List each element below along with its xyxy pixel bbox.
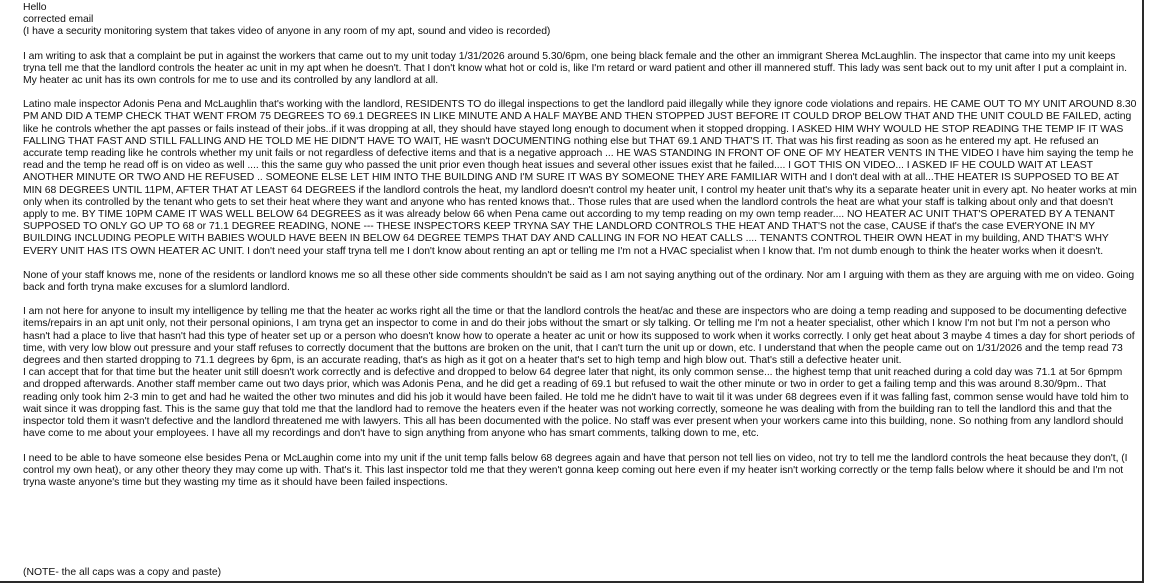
paragraph-complaint: I am writing to ask that a complaint be put in against the workers that came out to my unit today 1/31/2026 around 5.30/6pm, one being black female and the other an immigrant Sherea McLaughlin. The inspector that came into my unit keeps tryna tell me that the landlord controls the heater ac unit in my apt when he doesn't. That I don't know what hot or cold is, like I'm retard or ward patient and other ill mannered stuff. This lady was sent back out to my unit after I put a complaint in. My heater ac unit has its own controls for me to use and its controlled by any landlord at all. (23, 50, 1127, 87)
paragraph-request: I need to be able to have someone else besides Pena or McLaughin come into my unit if the unit temp falls below 68 degrees again and have that person not tell lies on video, not try to tell me the landlord controls the heat because they don't, (I control my own heat), or any other theory they may come up with. That's it. This last inspector told me that they weren't gonna keep coming out here even if my heater isn't working correctly or the temp falls below where it should be and I'm not tryna waste anyone's time but they wasting my time as it should have been failed inspections. (23, 452, 1128, 488)
greeting: Hello (23, 2, 47, 13)
paragraph-intelligence: I am not here for anyone to insult my intelligence by telling me that the heater ac works right all the time or that the landlord controls the heat/ac and these are inspectors who are doing a temp reading and supposed to be documenting defective items/repairs in an apt unit only, not their personal opinions, I am tryna get an inspector to come in and do their jobs without the smart or sly talking. Or telling me I'm not a heater specialist, other which I know I'm not but I'm not a person who hasn't had a place to live that hasn't had this type of heater set up or a person who doesn't know how to operate a heater ac unit or how its supposed to work when it works correctly. I only get heat about 3 maybe 4 times a day for short periods of time, with very low blow out pressure and your staff refuses to correctly document that the buttons are broken on the unit, that I can't turn the unit up or down, etc. I understand that when the people came out on 1/31/2026 and the temp read 73 degrees and then started dropping to 71.1 degrees by 6pm, is an accurate reading, that's as high as it got on a heater that's set to high temp and high blow out. That's still a defective heater unit. (23, 306, 1135, 367)
security-note: (I have a security monitoring system that takes video of anyone in any room of my apt, sound and video is recorded) (23, 26, 551, 38)
paragraph-accept: I can accept that for that time but the heater unit still doesn't work correctly and is defective and dropped to below 64 degree later that night, its only common sense... the highest temp that unit reached during a cold day was 71.1 at 5or 6pmpm and dropped afterwards. Another staff member came out two days prior, which was Adonis Pena, and he did get a reading of 69.1 but refused to wait the other minute or two in order to get a failing temp and this was around 8.30/9pm.. That reading only took him 2-3 min to get and had he waited the other two minutes and did his job it would have been failed. He told me he didn't have to wait til it was under 68 degrees even if it was falling fast, common sense would have told him to wait since it was dropping fast. This is the same guy that told me that the landlord had to remove the heaters even if the heater was not working correctly, someone he was dealing with from the building ran to tell the landlord this and that the inspector told them it wasn't defective and the landlord threatened me with lawyers. This all has been documented with the police. No staff was ever present when your workers came into this building, none. So nothing from any landlord should have come to me about your employees. I have all my recordings and don't have to sign anything from anyone who has smart comments, talking down to me, etc. (23, 367, 1129, 440)
paragraph-staff-comments: None of your staff knows me, none of the residents or landlord knows me so all these other side comments shouldn't be said as I am not saying anything out of the ordinary. Nor am I arguing with them as they are arguing with me on video. Going back and forth tryna make excuses for a slumlord landlord. (23, 269, 1135, 294)
paragraph-inspector-pena: Latino male inspector Adonis Pena and McLaughlin that's working with the landlord, RESIDENTS TO do illegal inspections to get the landlord paid illegally while they ignore code violations and repairs. HE CAME OUT TO MY UNIT AROUND 8.30 PM AND DID A TEMP CHECK THAT WENT FROM 75 DEGREES TO 69.1 DEGREES IN LIKE MINUTE AND A HALF MAYBE AND THEN STOPPED JUST BEFORE IT COULD DROP BELOW THAT AND THE UNIT COULD BE FAILED, acting like he controls whether the apt passes or fails instead of their jobs..if it was dropping at all, they should have stayed long enough to document when it stopped dropping. I ASKED HIM WHY WOULD HE STOP READING THE TEMP IF IT WAS FALLING THAT FAST AND STILL FALLING AND HE TOLD ME HE DIDN'T HAVE TO WAIT, HE wasn't DOCUMENTING nothing else but THAT 69.1 AND THAT'S IT. That was his first reading as soon as he entered my apt. He refused an accurate temp reading like he controls whether my unit fails or not regardless of defective items and that is a negative approach ... HE WAS STANDING IN FRONT OF ONE OF MY HEATER VENTS IN THE VIDEO I have him saying the temp he read and the temp he read off is on video as well .... this the same guy who passed the unit prior even though heat issues and several other issues exist that he failed.... I GOT THIS ON VIDEO... I ASKED IF HE COULD WAIT AT LEAST ANOTHER MINUTE OR TWO AND HE REFUSED .. SOMEONE ELSE LET HIM INTO THE BUILDING AND I'M SURE IT WAS BY SOMEONE THEY ARE FAMILIAR WITH and I don't deal with at all...THE HEATER IS SUPPOSED TO BE AT MIN 68 DEGREES UNTIL 11PM, AFTER THAT AT LEAST 64 DEGREES if the landlord controls the heat, my landlord doesn't control my heater unit, I control my heater unit that's why its a separate heater unit in every apt. No heater works at min only when its controlled by the tenant who gets to set their heat where they want and anyone who has rented knows that.. Those rules that are used when the landlord controls the heat are what your staff is talking about only and that doesn't apply to me. BY TIME 10PM CAME IT WAS WELL BELOW 64 DEGREES as it was already below 66 when Pena came out according to my temp reading on my own temp reader.... NO HEATER AC UNIT THAT'S OPERATED BY A TENANT SUPPOSED TO ONLY GO UP TO 68 or 71.1 DEGREE READING, NONE --- THESE INSPECTORS KEEP TRYNA SAY THE LANDLORD CONTROLS THE HEAT AND THAT'S not the case, CAUSE if that's the case EVERYONE IN MY BUILDING INCLUDING PEOPLE WITH BABIES WOULD HAVE BEEN IN BELOW 64 DEGREE TEMPS THAT DAY AND CALLING IN FOR NO HEAT CALLS .... TENANTS CONTROL THEIR OWN HEAT in my building, AND THAT'S WHY EVERY UNIT HAS ITS OWN HEATER AC UNIT. I don't need your staff tryna tell me I don't know about renting an apt or telling me I'm not a HVAC specialist when I know that. I'm not dumb enough to think the heater works when it doesn't. (23, 99, 1137, 257)
caps-note: (NOTE- the all caps was a copy and paste) (23, 567, 222, 578)
subject-note: corrected email (23, 14, 94, 26)
email-body (23, 2, 1138, 489)
email-header (23, 2, 1138, 39)
